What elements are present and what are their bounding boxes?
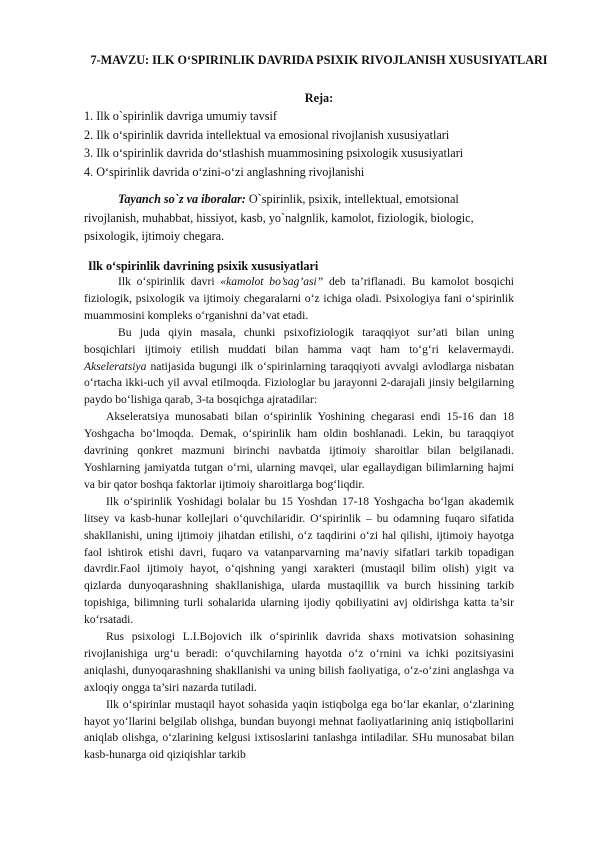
paragraph: Ilk o‘spirinlar mustaqil hayot sohasida yaqin istiqbolga ega bo‘lar ekanlar, o‘zlarining hayot yo‘llarini belgilab olishga, bundan buyongi mehnat faoliyatlarining aniq istiqbollarini aniqlab olishga, o‘zlarining kelgusi ixtisoslarini tanlashga intiladilar. SHu munosabat bilan kasb-hunarga oid qiziqishlar tarkib [84, 697, 514, 762]
paragraph-text: Bu juda qiyin masala, chunki psixofiziologik taraqqiyot sur’ati bilan uning bosqichlari ijtimoiy etilish muddati bilan hamma vaqt ham to‘g‘ri kelavermaydi. [84, 325, 514, 356]
plan-item: 3. Ilk o‘spirinlik davrida do‘stlashish muammosining psixologik xususiyatlari [84, 146, 464, 160]
plan-heading: Reja: [304, 91, 334, 105]
paragraph-text: natijasida bugungi ilk o‘spirinlarning taraqqiyoti avvalgi avlodlarga nisbatan o‘rtacha ikki-uch yil avval etilmoqda. Fiziologlar bu jarayonni 2-darajali jinsiy belgilarning paydo bo‘lishiga qarab, 3-ta bosqichga ajratadilar: [84, 359, 514, 407]
paragraph-text: Ilk o‘spirinlik davri [118, 275, 221, 288]
plan-item: 4. O‘spirinlik davrida o‘zini-o‘zi anglashning rivojlanishi [84, 164, 365, 179]
section-heading: Ilk o‘spirinlik davrining psixik xususiyatlari [88, 259, 319, 273]
paragraph: Akseleratsiya munosabati bilan o‘spirinlik Yoshining chegarasi endi 15-16 dan 18 Yoshgacha bo‘lmoqda. Demak, o‘spirinlik ham oldin boshlanadi. Lekin, bu taraqqiyot davrining qonkret mazmuni birinchi navbatda ijtimoiy sharoitlar bilan belgilanadi. Yoshlarning jamiyatda tutgan o‘rni, ularning mavqei, ular egallaydigan bilimlarning hajmi va bir qator boshqa faktorlar ijtimoiy sharoitlarga bog‘liqdir. [84, 410, 514, 491]
paragraph [84, 274, 514, 325]
plan-list [84, 107, 544, 181]
italic-term: Akseleratsiya [84, 359, 147, 373]
plan-item: 1. Ilk o`spirinlik davriga umumiy tavsif [84, 109, 277, 123]
plan-item: 2. Ilk o‘spirinlik davrida intellektual va emosional rivojlanish xususiyatlari [84, 127, 450, 142]
keywords-paragraph [84, 190, 514, 246]
paragraph: Ilk o‘spirinlik Yoshidagi bolalar bu 15 Yoshdan 17-18 Yoshgacha bo‘lgan akademik litsey va kasb-hunar kollejlari o‘quvchilaridir. O‘spirinlik – bu odamning fuqaro sifatida shakllanishi, uning ijtimoiy jihatdan etilishi, o‘z taqdirini o‘zi hal qilishi, ijtimoiy hayotga faol ishtirok etishi davri, fuqaro va vatanparvarning ma’naviy sifatlari tarkib topadigan davrdir.Faol ijtimoiy hayot, o‘qishning yangi xarakteri (mustaqil bilim olish) yigit va qizlarda dunyoqarashning shakllanishiga, ularda mustaqillik va burch hissining tarkib topishiga, bilimning turli sohalarida ularning ijodiy qobiliyatini avj oldirishga katta ta’sir ko‘rsatadi. [84, 494, 514, 627]
page-title: 7-MAVZU: ILK O‘SPIRINLIK DAVRIDA PSIXIK RIVOJLANISH XUSUSIYATLARI [90, 53, 548, 67]
italic-term: «kamolot bo’sag’asi” [220, 275, 324, 288]
paragraph [84, 325, 514, 410]
body-text [84, 274, 514, 764]
paragraph-text: deb ta’riflanadi. Bu kamolot bosqichi fiziologik, psixologik va ijtimoiy chegaralarni o‘z ichiga oladi. Psixologiya fani o‘spirinlik muammosini kompleks o‘rganishni da’vat etadi. [84, 275, 514, 322]
paragraph: Rus psixologi L.I.Bojovich ilk o‘spirinlik davrida shaxs motivatsion sohasining rivojlanishiga urg‘u beradi: o‘quvchilarning hayotda o‘z o‘rnini va ichki pozitsiyasini aniqlashi, dunyoqarashning shakllanishi va uning bilish faoliyatiga, o‘z-o‘zini anglashga va axloqiy ongga ta’siri nazarda tutiladi. [84, 630, 514, 694]
keywords-text: O`spirinlik, psixik, intellektual, emotsional rivojlanish, muhabbat, hissiyot, kasb, yo`nalgnlik, kamolot, fiziologik, biologic, psixologik, ijtimoiy chegara. [84, 192, 474, 243]
keywords-label: Tayanch so`z va iboralar: [118, 192, 246, 206]
